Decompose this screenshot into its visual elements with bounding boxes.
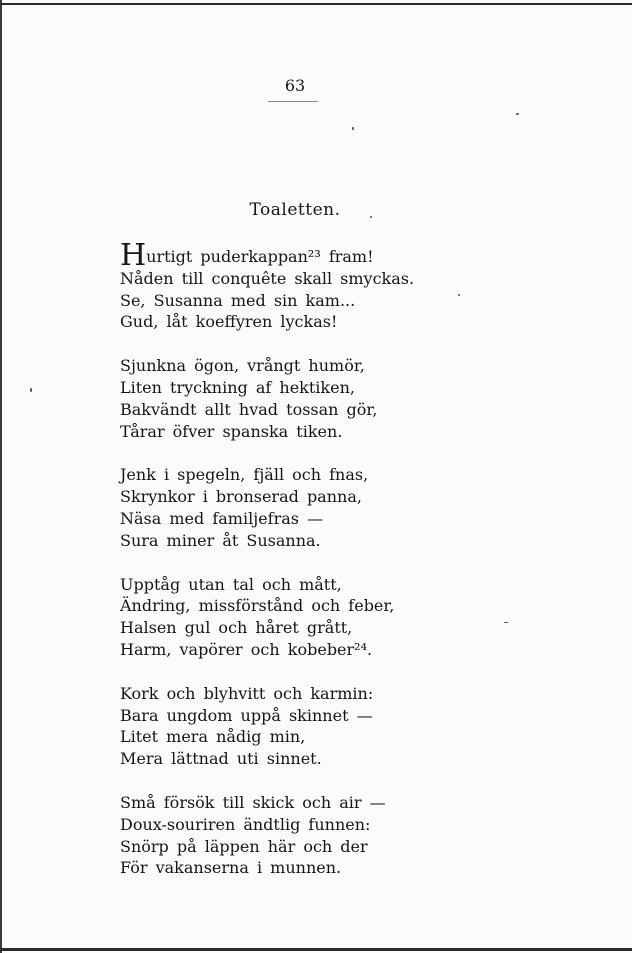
poem-line: Se, Susanna med sin kam... bbox=[120, 290, 356, 310]
scan-bottom-edge bbox=[0, 948, 632, 951]
poem-line: Kork och blyhvitt och karmin: bbox=[120, 683, 374, 703]
poem-line: Små försök till skick och air — bbox=[120, 792, 386, 812]
poem-line: Sura miner åt Susanna. bbox=[120, 530, 321, 550]
drop-cap: H bbox=[120, 238, 147, 273]
stanza-2 bbox=[120, 355, 590, 442]
poem-body bbox=[120, 238, 590, 901]
scan-speck bbox=[516, 113, 519, 115]
poem-line: Litet mera nådig min, bbox=[120, 727, 306, 747]
poem-line: Halsen gul och håret grått, bbox=[120, 618, 353, 638]
poem-line: Harm, vapörer och kobeber²⁴. bbox=[120, 639, 373, 659]
poem-line-text: urtigt puderkappan²³ fram! bbox=[146, 247, 374, 266]
poem-line: Tårar öfver spanska tiken. bbox=[120, 421, 343, 441]
poem-line: Liten tryckning af hektiken, bbox=[120, 377, 355, 397]
poem-line: Gud, låt koeffyren lyckas! bbox=[120, 312, 338, 332]
scan-top-edge bbox=[0, 3, 632, 5]
stanza-1 bbox=[120, 238, 590, 333]
stanza-6 bbox=[120, 792, 590, 879]
poem-line: Snörp på läppen här och der bbox=[120, 836, 368, 856]
scan-speck bbox=[458, 294, 460, 296]
stanza-4 bbox=[120, 574, 590, 661]
scan-speck bbox=[370, 216, 372, 218]
page-number: 63 bbox=[284, 76, 306, 95]
scan-speck bbox=[352, 127, 354, 130]
page-number-underline bbox=[268, 101, 318, 102]
scan-speck bbox=[30, 388, 32, 392]
poem-line: Sjunkna ögon, vrångt humör, bbox=[120, 356, 365, 376]
poem-line: Skrynkor i bronserad panna, bbox=[120, 487, 362, 507]
stanza-5 bbox=[120, 683, 590, 770]
poem-line: Näsa med familjefras — bbox=[120, 508, 324, 528]
poem-line: Bara ungdom uppå skinnet — bbox=[120, 705, 373, 725]
poem-line bbox=[120, 238, 590, 273]
scan-left-edge bbox=[0, 0, 2, 953]
poem-line: Doux-souriren ändtlig funnen: bbox=[120, 814, 371, 834]
poem-title: Toaletten. bbox=[249, 200, 341, 220]
poem-line: Ändring, missförstånd och feber, bbox=[120, 596, 395, 616]
poem-line: Jenk i spegeln, fjäll och fnas, bbox=[120, 465, 369, 485]
scan-speck bbox=[504, 622, 508, 623]
poem-line: Bakvändt allt hvad tossan gör, bbox=[120, 399, 378, 419]
stanza-3 bbox=[120, 464, 590, 551]
poem-line: Mera lättnad uti sinnet. bbox=[120, 749, 322, 769]
poem-line: Upptåg utan tal och mått, bbox=[120, 574, 342, 594]
poem-line: För vakanserna i munnen. bbox=[120, 858, 342, 878]
poem-line: Nåden till conquête skall smyckas. bbox=[120, 268, 415, 288]
